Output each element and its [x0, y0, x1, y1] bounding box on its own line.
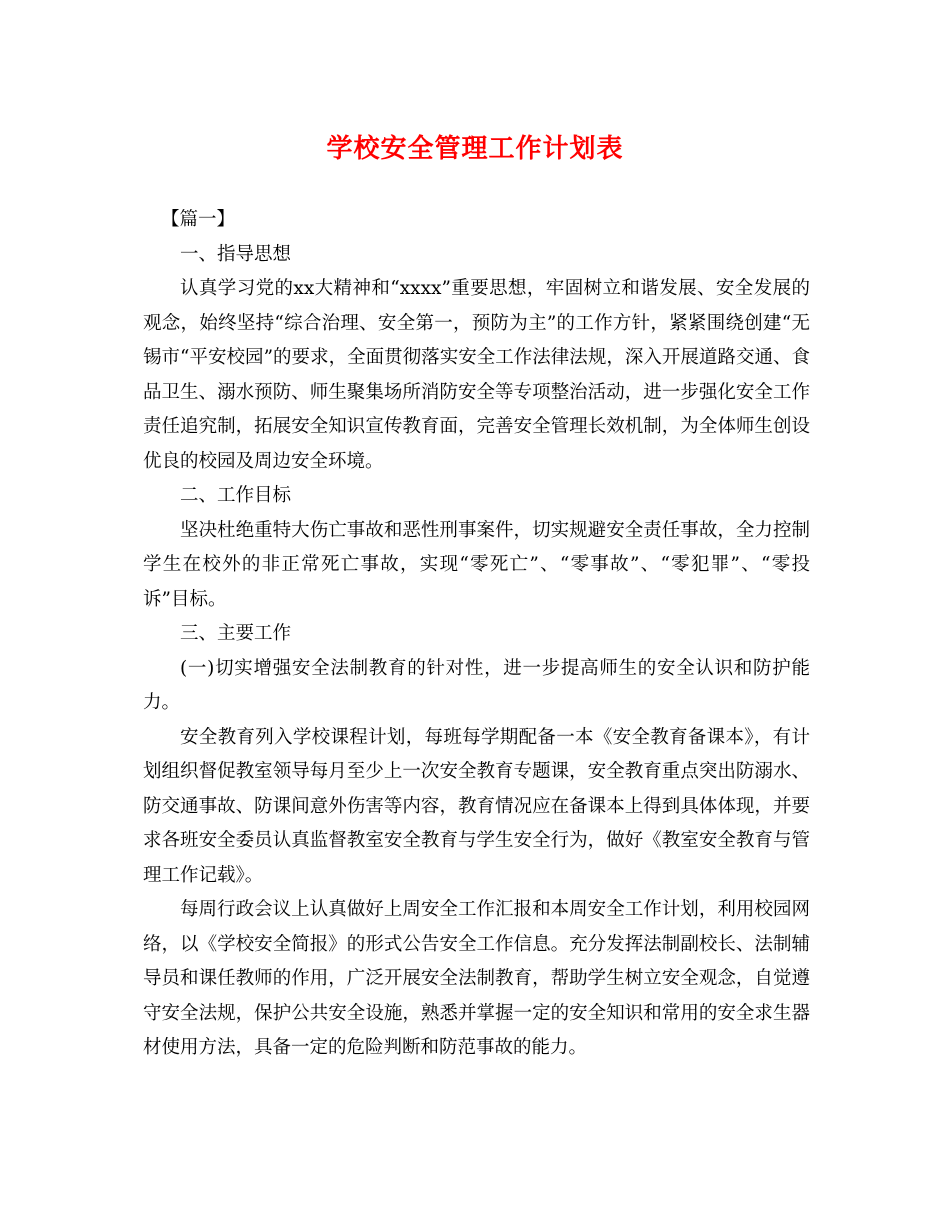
document-body	[143, 203, 810, 1066]
paragraph-guiding-thought: 认真学习党的xx大精神和“xxxx”重要思想，牢固树立和谐发展、安全发展的观念，始终坚持“综合治理、安全第一，预防为主”的工作方针，紧紧围绕创建“无锡市“平安校园”的要求，全面贯彻落实安全工作法律法规，深入开展道路交通、食品卫生、溺水预防、师生聚集场所消防安全等专项整治活动，进一步强化安全工作责任追究制，拓展安全知识宣传教育面，完善安全管理长效机制，为全体师生创设优良的校园及周边安全环境。	[143, 278, 810, 472]
document-title: 学校安全管理工作计划表	[326, 134, 624, 164]
paragraph-safety-education: 安全教育列入学校课程计划，每班每学期配备一本《安全教育备课本》，有计划组织督促教室领导每月至少上一次安全教育专题课，安全教育重点突出防溺水、防交通事故、防课间意外伤害等内容，教育情况应在备课本上得到具体体现，并要求各班安全委员认真监督教室安全教育与学生安全行为，做好《教室安全教育与管理工作记载》。	[143, 726, 810, 886]
paragraph-weekly-meeting: 每周行政会议上认真做好上周安全工作汇报和本周安全工作计划，利用校园网络，以《学校安全简报》的形式公告安全工作信息。充分发挥法制副校长、法制辅导员和课任教师的作用，广泛开展安全法制教育，帮助学生树立安全观念，自觉遵守安全法规，保护公共安全设施，熟悉并掌握一定的安全知识和常用的安全求生器材使用方法，具备一定的危险判断和防范事故的能力。	[143, 899, 810, 1058]
paragraph-work-goals: 坚决杜绝重特大伤亡事故和恶性刑事案件，切实规避安全责任事故，全力控制学生在校外的非正常死亡事故，实现“零死亡”、“零事故”、“零犯罪”、“零投诉”目标。	[143, 519, 810, 610]
heading-guiding-thought: 一、指导思想	[180, 243, 292, 265]
paragraph-main-work-1: (一)切实增强安全法制教育的针对性，进一步提高师生的安全认识和防护能力。	[143, 657, 810, 713]
section-tag: 【篇一】	[161, 209, 236, 230]
heading-main-work: 三、主要工作	[180, 623, 292, 644]
heading-work-goals: 二、工作目标	[180, 485, 292, 506]
